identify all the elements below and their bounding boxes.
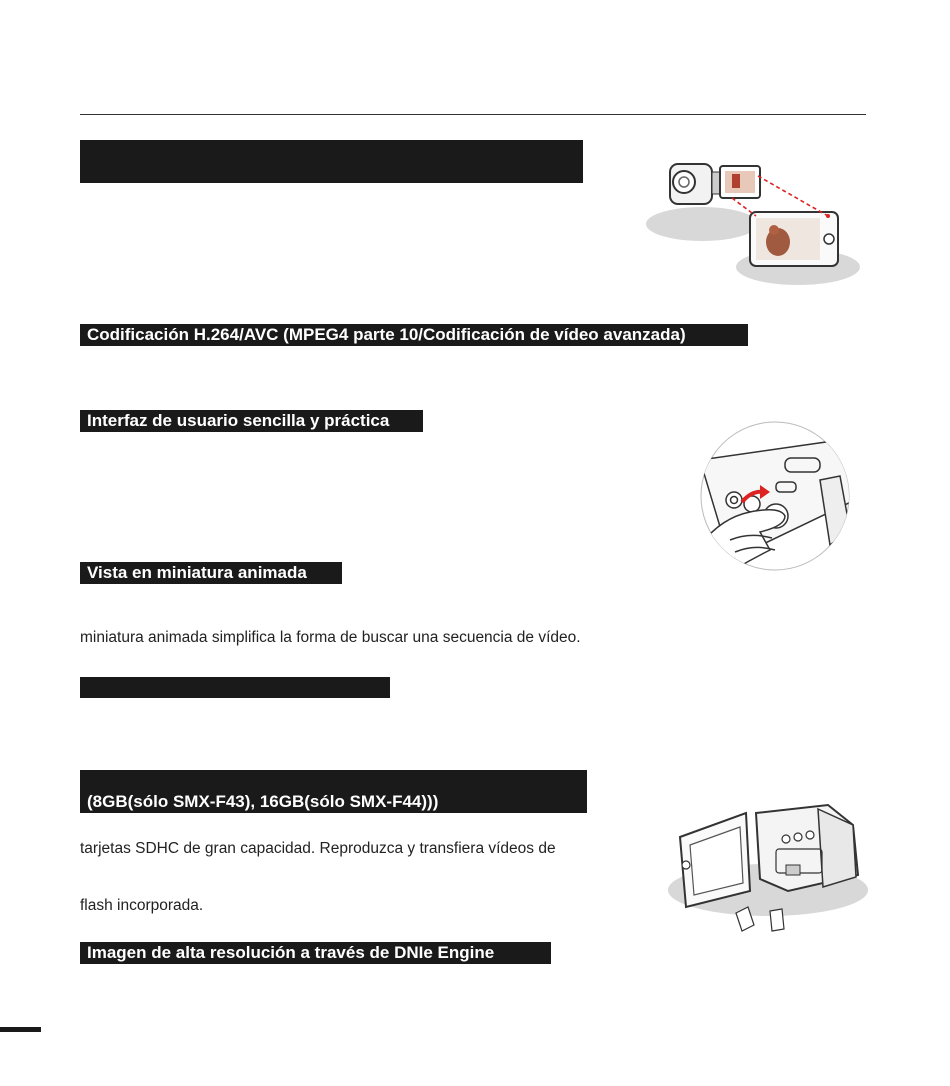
camcorder-lcd-rotation-illustration (640, 150, 862, 290)
section-heading-bar-5 (80, 677, 390, 698)
thumbnail-description: miniatura animada simplifica la forma de buscar una secuencia de vídeo. (80, 629, 581, 646)
section-heading-dnie: Imagen de alta resolución a través de DNIe Engine (80, 942, 551, 964)
section-heading-bar-1 (80, 140, 583, 183)
memory-description-line1: tarjetas SDHC de gran capacidad. Reproduzca y transfiera vídeos de (80, 840, 556, 857)
memory-description-line2: flash incorporada. (80, 897, 204, 914)
camcorder-memory-cards-illustration (668, 795, 868, 945)
section-heading-thumbnail: Vista en miniatura animada (80, 562, 342, 584)
section-heading-ui: Interfaz de usuario sencilla y práctica (80, 410, 423, 432)
section-heading-memory (80, 770, 587, 813)
section-heading-memory-line2: (8GB(sólo SMX-F43), 16GB(sólo SMX-F44))) (87, 792, 439, 811)
page-tab-marker (0, 1027, 41, 1032)
section-heading-h264: Codificación H.264/AVC (MPEG4 parte 10/Codificación de vídeo avanzada) (80, 324, 748, 346)
header-rule (80, 114, 866, 115)
hand-pressing-button-illustration (690, 420, 860, 572)
